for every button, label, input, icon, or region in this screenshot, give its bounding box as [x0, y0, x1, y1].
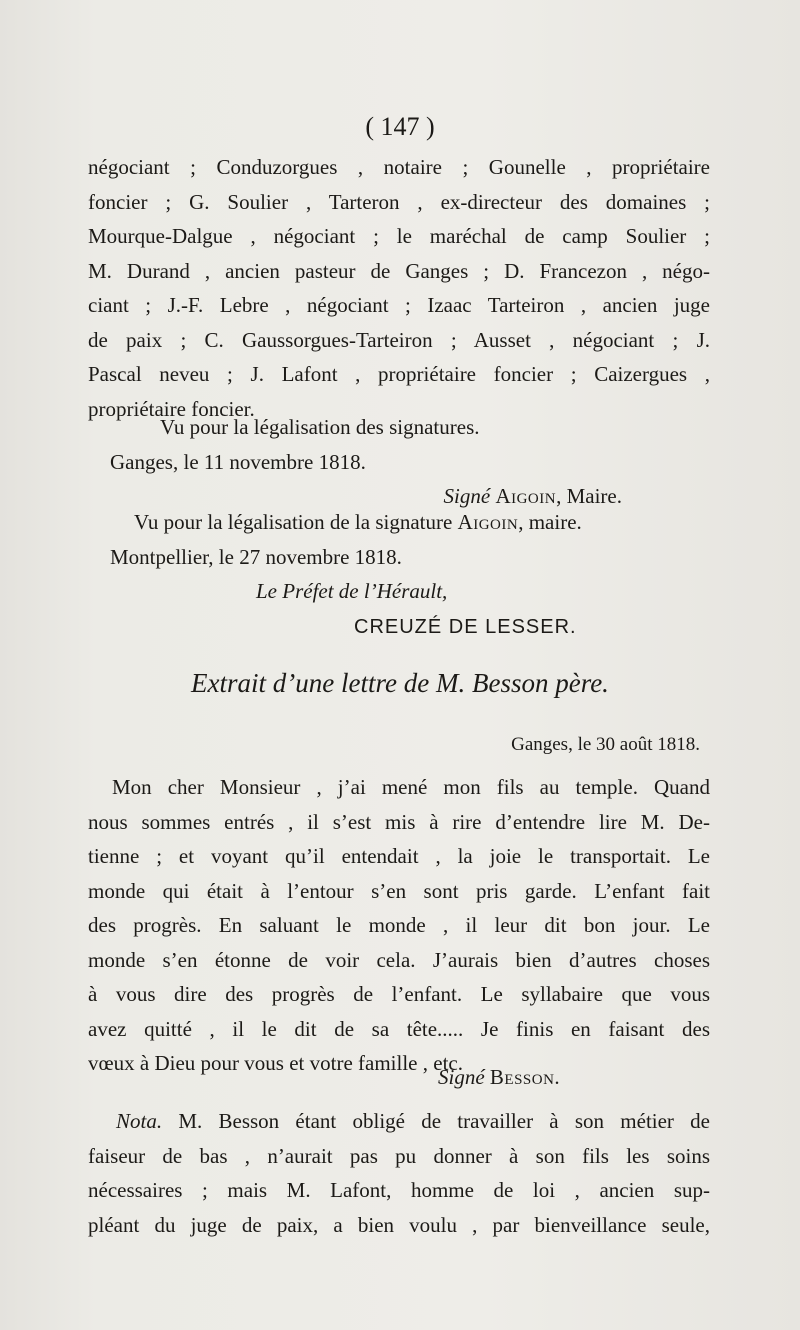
- signatories-line: M. Durand , ancien pasteur de Ganges ; D. Francezon , négo-: [88, 258, 710, 283]
- nota-line: pléant du juge de paix, a bien voulu , par bienveillance seule,: [88, 1212, 710, 1237]
- legalisation-text: Vu pour la légalisation des signatures.: [160, 415, 480, 439]
- letter-line: avez quitté , il le dit de sa tête..... Je finis en faisant des: [88, 1016, 710, 1041]
- letter-line: vœux à Dieu pour vous et votre famille , etc.: [88, 1051, 463, 1075]
- signatories-line: négociant ; Conduzorgues , notaire ; Gounelle , propriétaire: [88, 155, 710, 179]
- signatories-line: foncier ; G. Soulier , Tarteron , ex-directeur des domaines ;: [88, 189, 710, 214]
- page-number: ( 147 ): [365, 112, 435, 141]
- legalisation2-place-date: Montpellier, le 27 novembre 1818.: [110, 544, 402, 569]
- signatories-line: Pascal neveu ; J. Lafont , propriétaire foncier ; Caizergues ,: [88, 362, 710, 386]
- letter-line: monde s’en étonne de voir cela. J’aurais bien d’autres choses: [88, 947, 710, 972]
- letter-line: tienne ; et voyant qu’il entendait , la joie le transportait. Le: [88, 844, 710, 868]
- signed-title: , Maire.: [556, 484, 622, 508]
- signed-label: Signé: [443, 484, 491, 508]
- signatories-paragraph: [88, 150, 710, 426]
- nota-line: faiseur de bas , n’aurait pas pu donner à son fils les soins: [88, 1143, 710, 1168]
- signatories-line: de paix ; C. Gaussorgues-Tarteiron ; Ausset , négociant ; J.: [88, 327, 710, 352]
- prefect-name: CREUZÉ DE LESSER.: [354, 615, 577, 638]
- signatories-line: ciant ; J.-F. Lebre , négociant ; Izaac Tarteiron , ancien juge: [88, 293, 710, 317]
- nota-line: nécessaires ; mais M. Lafont, homme de loi , ancien sup-: [88, 1178, 710, 1202]
- letter-line: à vous dire des progrès de l’enfant. Le syllabaire que vous: [88, 982, 710, 1006]
- letter-line: monde qui était à l’entour s’en sont pris garde. L’enfant fait: [88, 878, 710, 903]
- nota-label: Nota.: [116, 1109, 163, 1133]
- signatories-line: propriétaire foncier.: [88, 396, 255, 421]
- letter-body: [88, 770, 710, 1081]
- letter-heading: Extrait d’une lettre de M. Besson père.: [191, 668, 609, 698]
- letter-date: Ganges, le 30 août 1818.: [511, 734, 700, 755]
- letter-line: nous sommes entrés , il s’est mis à rire d’entendre lire M. De-: [88, 809, 710, 834]
- nota-line: Nota. M. Besson étant obligé de travailler à son métier de: [116, 1109, 710, 1133]
- nota-paragraph: [88, 1104, 710, 1242]
- legalisation-block-ganges: [88, 410, 710, 514]
- legalisation2-text: Vu pour la légalisation de la signature Aigoin, maire.: [134, 510, 582, 534]
- besson-signature: [88, 1060, 710, 1095]
- letter-line: des progrès. En saluant le monde , il leur dit bon jour. Le: [88, 913, 710, 937]
- legalisation-place-date: Ganges, le 11 novembre 1818.: [110, 449, 366, 474]
- prefect-title: Le Préfet de l’Hérault,: [256, 579, 448, 603]
- legalisation-block-montpellier: [88, 505, 748, 644]
- signed-name: Aigoin: [495, 484, 557, 508]
- signed-name: Besson.: [489, 1065, 561, 1089]
- signatories-line: Mourque-Dalgue , négociant ; le maréchal de camp Soulier ;: [88, 224, 710, 248]
- letter-line: Mon cher Monsieur , j’ai mené mon fils au temple. Quand: [112, 775, 710, 799]
- signed-label: Signé: [438, 1065, 485, 1089]
